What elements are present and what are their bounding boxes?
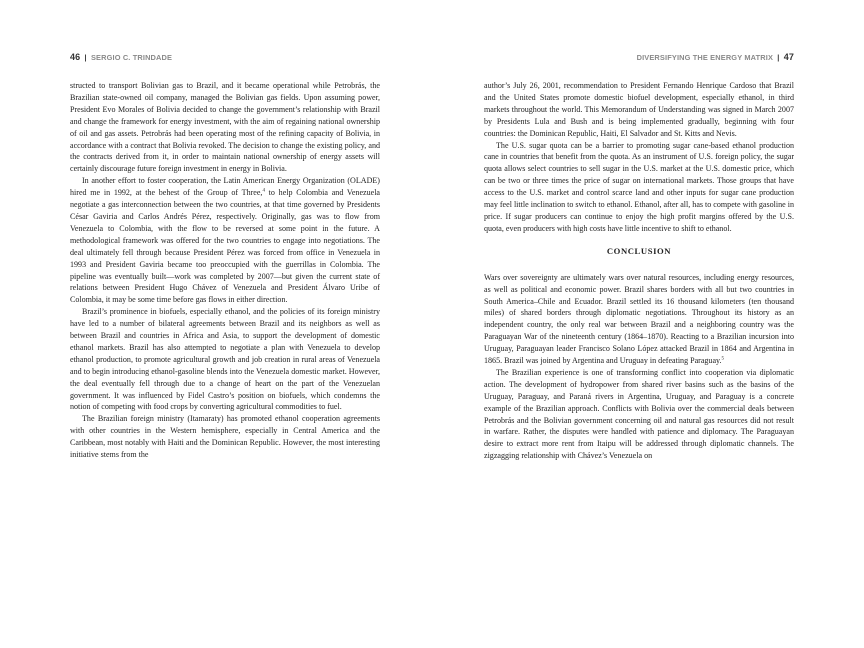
footnote-marker: 4 xyxy=(262,188,265,194)
right-page-body xyxy=(484,80,794,462)
paragraph: The U.S. sugar quota can be a barrier to promoting sugar cane-based ethanol production cane in countries that benefit from the quota. As an instrument of U.S. foreign policy, the sugar quota allows select countries to sell sugar in the U.S. market at the U.S. domestic price, which can be two or three times the price of sugar on international markets. Those groups that have access to the U.S. market and control scarce land and other inputs for sugar cane production may feel little inclination to switch to ethanol. Ethanol, after all, has to compete with gasoline in price. If sugar producers can continue to enjoy the high profit margins offered by the U.S. quota, even producers with high costs have little incentive to shift to ethanol. xyxy=(484,140,794,233)
running-head-right xyxy=(484,52,794,62)
left-page xyxy=(70,0,380,648)
running-head-author: SERGIO C. TRINDADE xyxy=(90,53,173,62)
page-number-right: 47 xyxy=(783,52,794,62)
page-number-left: 46 xyxy=(70,52,81,62)
running-head-separator: | xyxy=(84,53,87,62)
paragraph: author’s July 26, 2001, recommendation to President Fernando Henrique Cardoso that Brazil and the United States promote domestic biofuel development, especially ethanol, in third markets throughout the world. This Memorandum of Understanding was signed in March 2007 by Presidents Lula and Bush and is being implemented gradually, beginning with four countries: the Dominican Republic, Haiti, El Salvador and St. Kitts and Nevis. xyxy=(484,81,794,138)
running-head-title: DIVERSIFYING THE ENERGY MATRIX xyxy=(636,53,774,62)
left-page-body xyxy=(70,80,380,461)
section-heading: CONCLUSION xyxy=(606,245,672,256)
paragraph: Wars over sovereignty are ultimately wars over natural resources, including energy resources, as well as political and economic power. Brazil shares borders with all but two countries in South America–Chile and Ecuador. Brazil settled its 16 thousand kilometers (ten thousand miles) of shared borders through diplomatic negotiations. Throughout its history as an independent country, the only real war between Brazil and a neighboring country was the Paraguayan War of the nineteenth century (1864–1870). Reacting to a Brazilian incursion into Uruguay, Paraguayan leader Francisco Solano López attacked Brazil in 1864 and Argentina in 1865. Brazil was joined by Argentina and Uruguay in defeating Paraguay.$^5$ xyxy=(484,272,794,366)
paragraph: In another effort to foster cooperation, the Latin American Energy Organization (OLADE) hired me in 1992, at the behest of the Group of Three,$^4$ to help Colombia and Venezuela negotiate a gas interconnection between the two countries, at that time governed by Presidents César Gaviria and Carlos Andrés Pérez, respectively. Originally, gas was to flow from Venezuela to Colombia, with the flow to be reversed at some point in the future. A methodological framework was offered for the two countries to engage into negotiations. The deal ultimately fell through because President Pérez was forced from office in Venezuela in 1993 and President Gaviria became too preoccupied with the guerrillas in Colombia. The pipeline was eventually built—work was completed by 2007—but given the current state of relations between President Hugo Chávez of Venezuela and President Álvaro Uribe of Colombia, it may be some time before gas flows in either direction. xyxy=(70,176,380,305)
running-head-left xyxy=(70,52,380,62)
paragraph: Brazil’s prominence in biofuels, especially ethanol, and the policies of its foreign ministry have led to a number of bilateral agreements between Brazil and its neighbors as well as between Brazil and countries in Africa and Asia, to support the development of domestic ethanol markets. Brazil has also attempted to negotiate a plan with Venezuela to develop ethanol production, to promote agricultural growth and job creation in rural areas of Venezuela and to begin introducing ethanol-gasoline blends into the Venezuela domestic market. However, the deal eventually fell through due to a change of heart on the part of the Venezuelan government. It was influenced by Fidel Castro’s position on biofuels, which condemns the notion of competing with food crops by converting agricultural commodities to fuel. xyxy=(70,307,380,412)
paragraph: The Brazilian foreign ministry (Itamaraty) has promoted ethanol cooperation agreements with other countries in the Western hemisphere, especially in Central America and the Caribbean, most notably with Haiti and the Dominican Republic. However, the most interesting initiative stems from the xyxy=(70,414,380,460)
paragraph: structed to transport Bolivian gas to Brazil, and it became operational while Petrobrás, the Brazilian state-owned oil company, managed the Bolivian gas fields. Upon assuming power, President Evo Morales of Bolivia decided to change the government’s relationship with Brazil and change the framework for energy investment, with the aim of regaining national ownership of oil and gas assets. Petrobrás had been operating most of the refining capacity of Bolivia, in accordance with a contract that Bolivia revoked. The decision to change the existing policy, and the contracts derived from it, in order to maintain national ownership of energy assets will certainly discourage future foreign investment in energy in Bolivia. xyxy=(70,81,380,174)
footnote-marker: 5 xyxy=(721,356,725,362)
paragraph: The Brazilian experience is one of transforming conflict into cooperation via diplomatic action. The development of hydropower from shared river basins such as the basins of the Uruguay, Paraguay, and Paraná rivers in Argentina, Uruguay, and Paraguay is a concrete example of the Brazilian approach. Conflicts with Bolivia over the commercial deals between Petrobrás and the Bolivian government concerning oil and natural gas resources did not result in warfare. Rather, the disputes were handled with patience and diplomacy. The Paraguayan desire to extract more rent from Itaipu will be addressed through diplomatic channels. The zigzagging relationship with Chávez’s Venezuela on xyxy=(484,367,794,461)
right-page xyxy=(484,0,794,648)
running-head-separator: | xyxy=(777,53,780,62)
